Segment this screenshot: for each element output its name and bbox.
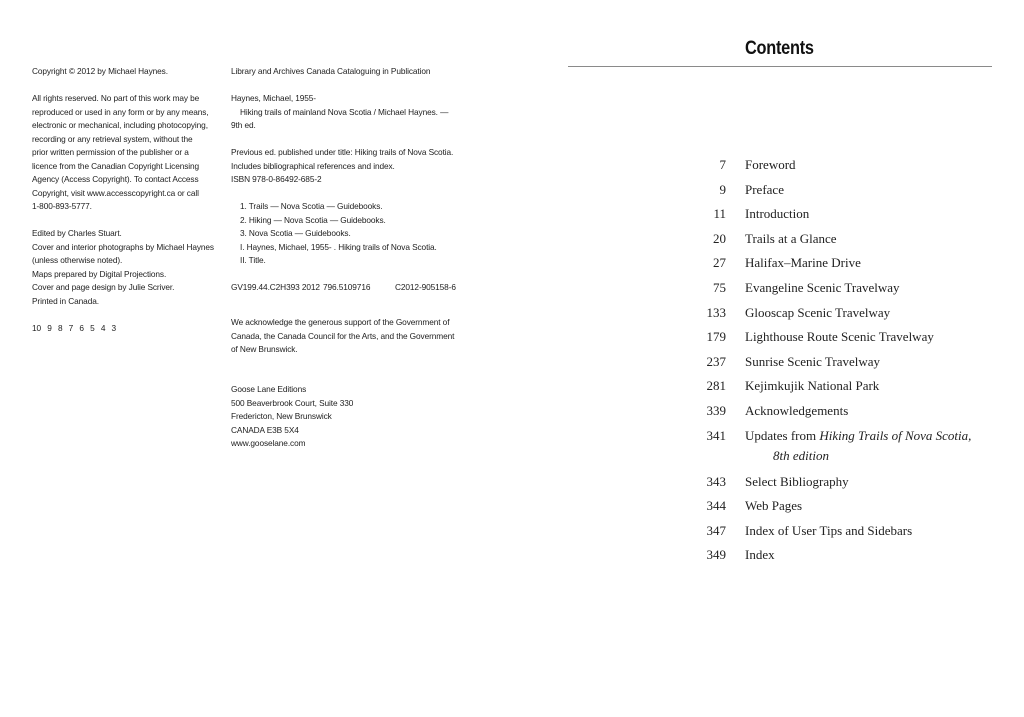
copyright-column (32, 65, 222, 335)
cataloguing-column (231, 65, 491, 451)
toc-title: Kejimkujik National Park (745, 378, 880, 394)
toc-page-number: 341 (706, 427, 726, 443)
toc-page-number: 20 (713, 230, 726, 246)
toc-title: Preface (745, 181, 784, 197)
toc-entry[interactable] (512, 401, 1024, 426)
toc-title-line2: 8th edition (773, 447, 829, 463)
toc-entry[interactable] (512, 278, 1024, 303)
toc-entry[interactable] (512, 545, 1024, 570)
cip-author: Haynes, Michael, 1955- (231, 93, 316, 103)
credit-line: (unless otherwise noted). (32, 255, 123, 265)
toc-title: Evangeline Scenic Travelway (745, 279, 900, 295)
toc-entry[interactable] (512, 155, 1024, 180)
rights-line: electronic or mechanical, including photocopying, (32, 120, 208, 130)
cip-title: Hiking trails of mainland Nova Scotia / Michael Haynes. — (240, 106, 449, 117)
acknowledgement-line: of New Brunswick. (231, 344, 298, 354)
toc-title: Sunrise Scenic Travelway (745, 353, 881, 369)
toc-title: Introduction (745, 206, 810, 222)
contents-title: Contents (745, 38, 814, 59)
toc-page-number: 133 (706, 304, 726, 320)
toc-entry[interactable] (512, 496, 1024, 521)
toc-title: Halifax–Marine Drive (745, 255, 861, 271)
toc-page-number: 339 (706, 402, 726, 418)
rights-line: reproduced or used in any form or by any means, (32, 106, 209, 117)
credit-line: Cover and interior photographs by Michael Haynes (32, 241, 214, 252)
publisher-line: CANADA E3B 5X4 (231, 424, 299, 435)
cip-subjects (231, 200, 491, 268)
cip-subject: 2. Hiking — Nova Scotia — Guidebooks. (240, 214, 386, 225)
toc-title: Acknowledgements (745, 402, 849, 418)
cip-call-numbers (231, 281, 491, 295)
toc-entry[interactable] (512, 472, 1024, 497)
toc-entry[interactable] (512, 426, 1024, 472)
credit-line: Edited by Charles Stuart. (32, 228, 122, 238)
cip-subject: 3. Nova Scotia — Guidebooks. (240, 228, 351, 238)
toc-title: Trails at a Glance (745, 230, 837, 246)
cip-subject: II. Title. (240, 255, 266, 265)
lc-call-number: GV199.44.C2H393 2012 (231, 282, 320, 292)
contents-rule (568, 66, 992, 67)
toc-page-number: 11 (713, 206, 726, 222)
cip-control-number: C2012-905158-6 (395, 282, 456, 292)
rights-line: Agency (Access Copyright). To contact Access (32, 174, 199, 184)
cip-note: Previous ed. published under title: Hiking trails of Nova Scotia. (231, 147, 454, 157)
cip-edition: 9th ed. (231, 120, 256, 130)
toc-title-text: Updates from (745, 427, 820, 443)
toc-entry[interactable] (512, 327, 1024, 352)
cip-subject: 1. Trails — Nova Scotia — Guidebooks. (240, 201, 383, 211)
toc-title: Foreword (745, 157, 796, 172)
toc-page-number: 344 (706, 498, 726, 514)
rights-line: prior written permission of the publisher or a (32, 147, 189, 157)
toc-page-number: 179 (706, 329, 726, 345)
toc-page-number: 27 (713, 255, 726, 271)
toc-title-italic: Hiking Trails of Nova Scotia, (819, 427, 972, 443)
toc-entry[interactable] (512, 521, 1024, 546)
credit-line: Maps prepared by Digital Projections. (32, 268, 167, 279)
toc-entry[interactable] (512, 352, 1024, 377)
toc-page-number: 349 (706, 547, 726, 563)
toc-page-number: 75 (713, 279, 726, 295)
toc-title: Web Pages (745, 498, 803, 514)
publisher-line: Goose Lane Editions (231, 384, 307, 394)
toc-title (745, 426, 1015, 466)
credit-line: Printed in Canada. (32, 295, 99, 306)
toc-title: Index of User Tips and Sidebars (745, 522, 913, 538)
toc-entry[interactable] (512, 180, 1024, 205)
acknowledgement-line: We acknowledge the generous support of the Government of (231, 317, 450, 327)
cip-heading: Library and Archives Canada Cataloguing in Publication (231, 66, 431, 76)
print-line: 10 9 8 7 6 5 4 3 (32, 322, 117, 333)
publisher-line: Fredericton, New Brunswick (231, 411, 332, 421)
toc-page-number: 281 (706, 378, 726, 394)
contents-page (512, 0, 1024, 717)
toc-title: Index (745, 547, 775, 563)
rights-line: All rights reserved. No part of this work may be (32, 93, 200, 103)
cip-isbn: ISBN 978-0-86492-685-2 (231, 174, 322, 184)
credit-line: Cover and page design by Julie Scriver. (32, 282, 175, 292)
dewey-number: 796.5109716 (323, 282, 371, 292)
toc-title: Lighthouse Route Scenic Travelway (745, 329, 934, 345)
toc-title: Select Bibliography (745, 473, 849, 489)
toc-page-number: 237 (706, 353, 726, 369)
toc-page-number: 347 (706, 522, 726, 538)
toc-title: Glooscap Scenic Travelway (745, 304, 891, 320)
rights-line: recording or any retrieval system, without the (32, 133, 193, 144)
rights-line: Copyright, visit www.accesscopyright.ca or call (32, 187, 199, 198)
toc-entry[interactable] (512, 229, 1024, 254)
toc-page-number: 343 (706, 473, 726, 489)
copyright-notice: Copyright © 2012 by Michael Haynes. (32, 66, 168, 76)
publisher-url: www.gooselane.com (231, 438, 306, 448)
toc-entry[interactable] (512, 253, 1024, 278)
toc-page-number: 7 (719, 157, 726, 172)
rights-line: 1-800-893-5777. (32, 201, 92, 211)
toc-page-number: 9 (719, 181, 726, 197)
cip-note: Includes bibliographical references and index. (231, 160, 395, 171)
acknowledgement-line: Canada, the Canada Council for the Arts, and the Government (231, 330, 455, 341)
toc-entry[interactable] (512, 303, 1024, 328)
publisher-line: 500 Beaverbrook Court, Suite 330 (231, 397, 354, 408)
rights-line: licence from the Canadian Copyright Licensing (32, 160, 200, 171)
table-of-contents (512, 155, 1024, 570)
toc-entry[interactable] (512, 204, 1024, 229)
cip-subject: I. Haynes, Michael, 1955- . Hiking trails of Nova Scotia. (240, 241, 437, 252)
toc-entry[interactable] (512, 376, 1024, 401)
